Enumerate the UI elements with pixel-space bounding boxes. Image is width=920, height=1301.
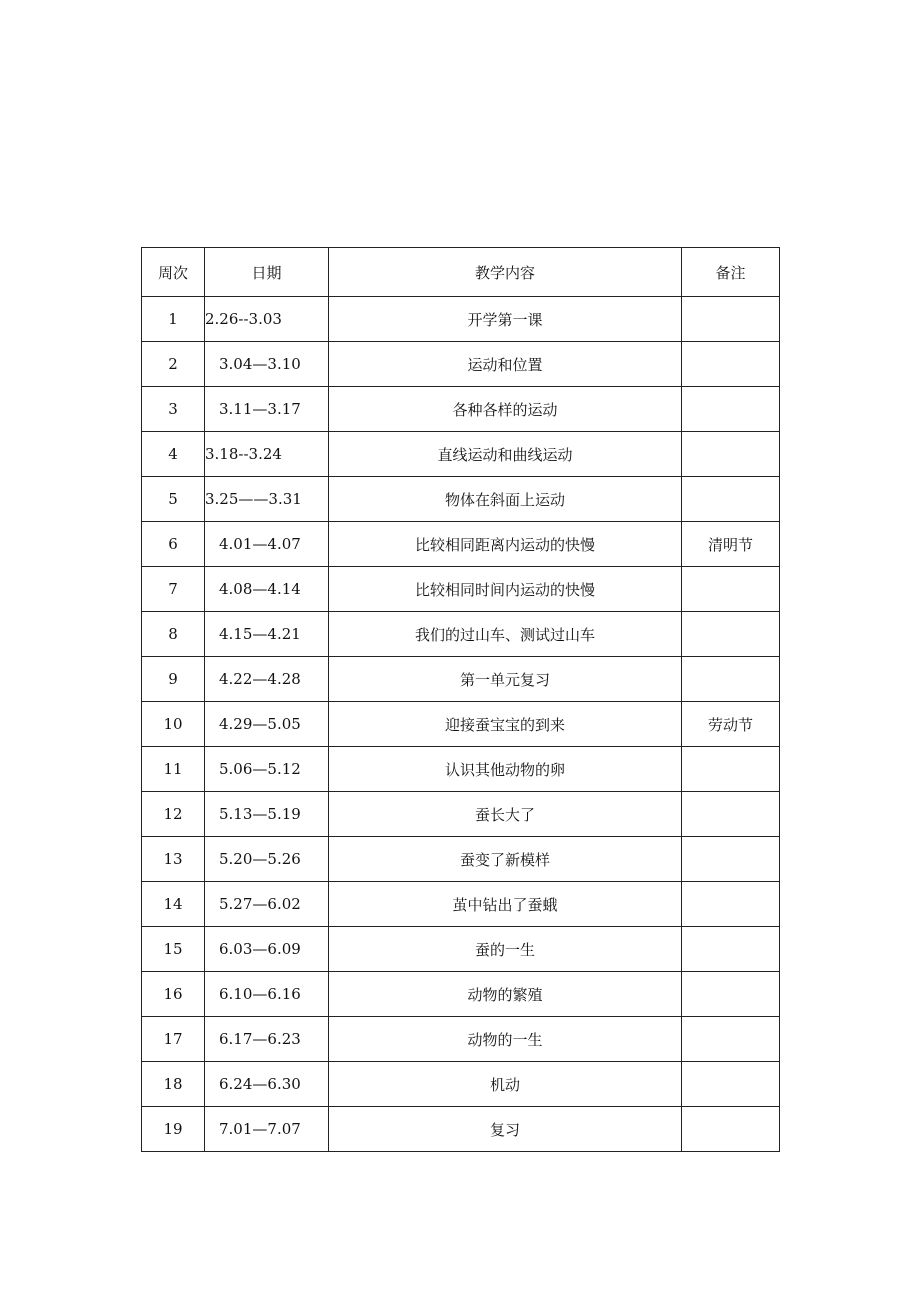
table-row (142, 837, 780, 882)
cell-week: 5 (142, 477, 205, 522)
cell-date: 5.13—5.19 (205, 792, 329, 837)
cell-note (682, 612, 780, 657)
cell-content: 直线运动和曲线运动 (329, 432, 682, 477)
cell-content: 我们的过山车、测试过山车 (329, 612, 682, 657)
table-row (142, 927, 780, 972)
table-row (142, 972, 780, 1017)
table-row (142, 747, 780, 792)
cell-note (682, 1107, 780, 1152)
table-row (142, 1107, 780, 1152)
cell-week: 2 (142, 342, 205, 387)
cell-note (682, 432, 780, 477)
cell-content: 物体在斜面上运动 (329, 477, 682, 522)
cell-week: 14 (142, 882, 205, 927)
table-row (142, 657, 780, 702)
cell-date: 2.26--3.03 (205, 297, 329, 342)
table-row (142, 1062, 780, 1107)
cell-content: 比较相同时间内运动的快慢 (329, 567, 682, 612)
table-row (142, 882, 780, 927)
cell-date: 3.25——3.31 (205, 477, 329, 522)
cell-date: 5.27—6.02 (205, 882, 329, 927)
cell-content: 迎接蚕宝宝的到来 (329, 702, 682, 747)
cell-date: 6.10—6.16 (205, 972, 329, 1017)
cell-week: 18 (142, 1062, 205, 1107)
cell-note (682, 747, 780, 792)
cell-week: 1 (142, 297, 205, 342)
cell-content: 蚕的一生 (329, 927, 682, 972)
cell-date: 3.18--3.24 (205, 432, 329, 477)
cell-week: 6 (142, 522, 205, 567)
cell-note (682, 972, 780, 1017)
cell-week: 12 (142, 792, 205, 837)
cell-note (682, 792, 780, 837)
cell-week: 17 (142, 1017, 205, 1062)
table-body (142, 297, 780, 1152)
cell-date: 3.11—3.17 (205, 387, 329, 432)
cell-content: 认识其他动物的卵 (329, 747, 682, 792)
cell-week: 3 (142, 387, 205, 432)
cell-note (682, 837, 780, 882)
cell-date: 5.06—5.12 (205, 747, 329, 792)
cell-content: 动物的一生 (329, 1017, 682, 1062)
cell-content: 各种各样的运动 (329, 387, 682, 432)
cell-date: 4.22—4.28 (205, 657, 329, 702)
cell-date: 4.29—5.05 (205, 702, 329, 747)
cell-date: 6.24—6.30 (205, 1062, 329, 1107)
table-row (142, 1017, 780, 1062)
cell-date: 4.01—4.07 (205, 522, 329, 567)
teaching-schedule-table (141, 247, 780, 1152)
cell-date: 5.20—5.26 (205, 837, 329, 882)
table-row (142, 387, 780, 432)
cell-date: 6.03—6.09 (205, 927, 329, 972)
cell-week: 8 (142, 612, 205, 657)
table-row (142, 477, 780, 522)
header-week: 周次 (142, 248, 205, 297)
cell-week: 11 (142, 747, 205, 792)
table-row (142, 432, 780, 477)
cell-note: 清明节 (682, 522, 780, 567)
cell-note (682, 477, 780, 522)
header-note: 备注 (682, 248, 780, 297)
cell-content: 蚕长大了 (329, 792, 682, 837)
cell-date: 4.15—4.21 (205, 612, 329, 657)
cell-content: 茧中钻出了蚕蛾 (329, 882, 682, 927)
cell-content: 运动和位置 (329, 342, 682, 387)
cell-note (682, 1017, 780, 1062)
table-header-row (142, 248, 780, 297)
cell-content: 动物的繁殖 (329, 972, 682, 1017)
cell-note (682, 567, 780, 612)
cell-note (682, 927, 780, 972)
cell-week: 4 (142, 432, 205, 477)
cell-note (682, 387, 780, 432)
cell-content: 第一单元复习 (329, 657, 682, 702)
table-row (142, 522, 780, 567)
cell-date: 3.04—3.10 (205, 342, 329, 387)
cell-content: 蚕变了新模样 (329, 837, 682, 882)
cell-note: 劳动节 (682, 702, 780, 747)
header-content: 教学内容 (329, 248, 682, 297)
cell-content: 机动 (329, 1062, 682, 1107)
cell-note (682, 342, 780, 387)
cell-week: 9 (142, 657, 205, 702)
table-row (142, 702, 780, 747)
table-row (142, 792, 780, 837)
cell-date: 6.17—6.23 (205, 1017, 329, 1062)
table-row (142, 297, 780, 342)
cell-note (682, 1062, 780, 1107)
cell-content: 开学第一课 (329, 297, 682, 342)
cell-week: 15 (142, 927, 205, 972)
cell-week: 19 (142, 1107, 205, 1152)
cell-week: 7 (142, 567, 205, 612)
cell-week: 16 (142, 972, 205, 1017)
cell-content: 比较相同距离内运动的快慢 (329, 522, 682, 567)
cell-note (682, 297, 780, 342)
cell-note (682, 882, 780, 927)
cell-date: 7.01—7.07 (205, 1107, 329, 1152)
table-row (142, 612, 780, 657)
cell-date: 4.08—4.14 (205, 567, 329, 612)
cell-content: 复习 (329, 1107, 682, 1152)
table-row (142, 567, 780, 612)
table-row (142, 342, 780, 387)
header-date: 日期 (205, 248, 329, 297)
cell-note (682, 657, 780, 702)
cell-week: 10 (142, 702, 205, 747)
cell-week: 13 (142, 837, 205, 882)
